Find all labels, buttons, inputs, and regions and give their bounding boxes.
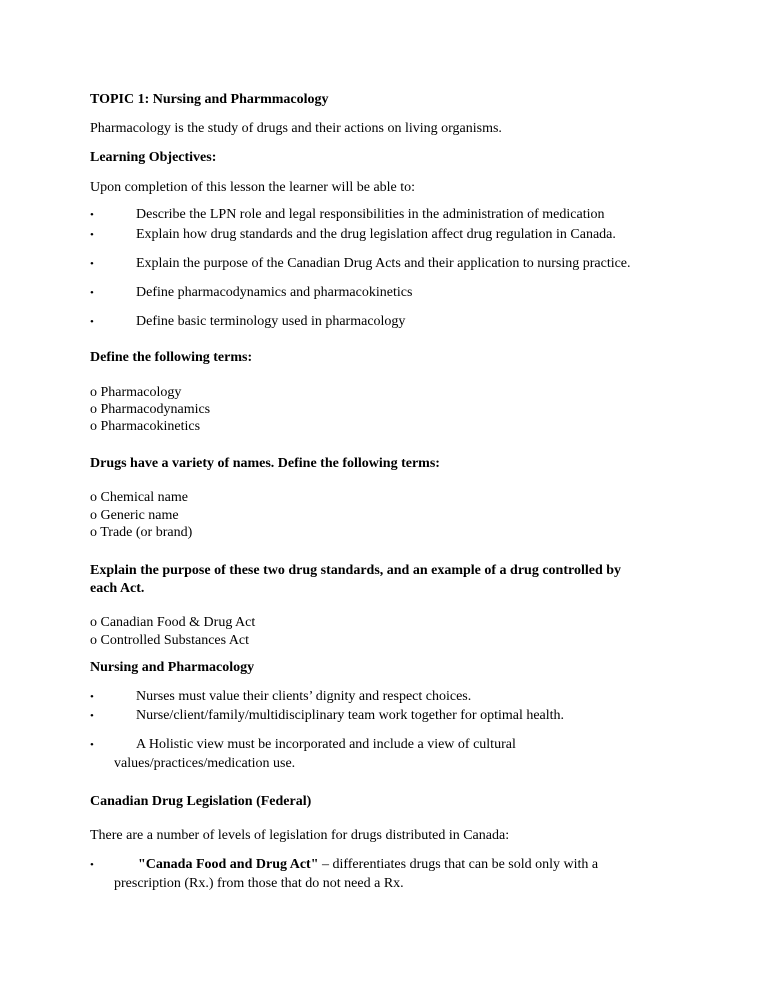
bullet-icon: • (90, 739, 94, 751)
bullet-icon: • (90, 287, 94, 299)
bullet-icon: • (90, 258, 94, 270)
page-title: TOPIC 1: Nursing and Pharmmacology (90, 92, 329, 107)
objective-text: Define basic terminology used in pharmacology (136, 314, 406, 329)
define-term: o Pharmacology (90, 385, 182, 400)
define-term: o Pharmacodynamics (90, 402, 211, 417)
objectives-lead: Upon completion of this lesson the learner will be able to: (90, 180, 416, 195)
names-term: o Chemical name (90, 490, 188, 505)
bullet-icon: • (90, 859, 94, 871)
nursing-point-text: A Holistic view must be incorporated and include a view of cultural (136, 737, 516, 752)
standards-term: o Canadian Food & Drug Act (90, 615, 256, 630)
bullet-icon: • (90, 229, 94, 241)
nursing-point-text: Nurses must value their clients’ dignity and respect choices. (136, 689, 472, 704)
define-heading: Define the following terms: (90, 350, 253, 365)
legislation-heading: Canadian Drug Legislation (Federal) (90, 794, 312, 809)
standards-heading-cont: each Act. (90, 581, 145, 596)
objective-text: Explain the purpose of the Canadian Drug Acts and their application to nursing practice. (136, 256, 631, 271)
standards-term: o Controlled Substances Act (90, 633, 250, 648)
names-heading: Drugs have a variety of names. Define the following terms: (90, 456, 440, 471)
bullet-icon: • (90, 710, 94, 722)
legislation-lead: There are a number of levels of legislation for drugs distributed in Canada: (90, 828, 510, 843)
bullet-icon: • (90, 316, 94, 328)
nursing-point-text: Nurse/client/family/multidisciplinary team work together for optimal health. (136, 708, 565, 723)
objective-text: Define pharmacodynamics and pharmacokinetics (136, 285, 413, 300)
legislation-point-cont: prescription (Rx.) from those that do not need a Rx. (114, 876, 404, 891)
bullet-icon: • (90, 209, 94, 221)
objective-text: Describe the LPN role and legal responsibilities in the administration of medication (136, 207, 605, 222)
define-term: o Pharmacokinetics (90, 419, 201, 434)
nursing-point-cont: values/practices/medication use. (114, 756, 296, 771)
names-term: o Trade (or brand) (90, 525, 193, 540)
act-description: – differentiates drugs that can be sold only with a (318, 857, 599, 872)
bullet-icon: • (90, 691, 94, 703)
objectives-heading: Learning Objectives: (90, 150, 217, 165)
objective-text: Explain how drug standards and the drug legislation affect drug regulation in Canada. (136, 227, 616, 242)
nursing-heading: Nursing and Pharmacology (90, 660, 255, 675)
act-name: "Canada Food and Drug Act" (138, 857, 319, 872)
names-term: o Generic name (90, 508, 179, 523)
intro-text: Pharmacology is the study of drugs and their actions on living organisms. (90, 121, 502, 136)
standards-heading: Explain the purpose of these two drug standards, and an example of a drug controlled by (90, 563, 622, 578)
